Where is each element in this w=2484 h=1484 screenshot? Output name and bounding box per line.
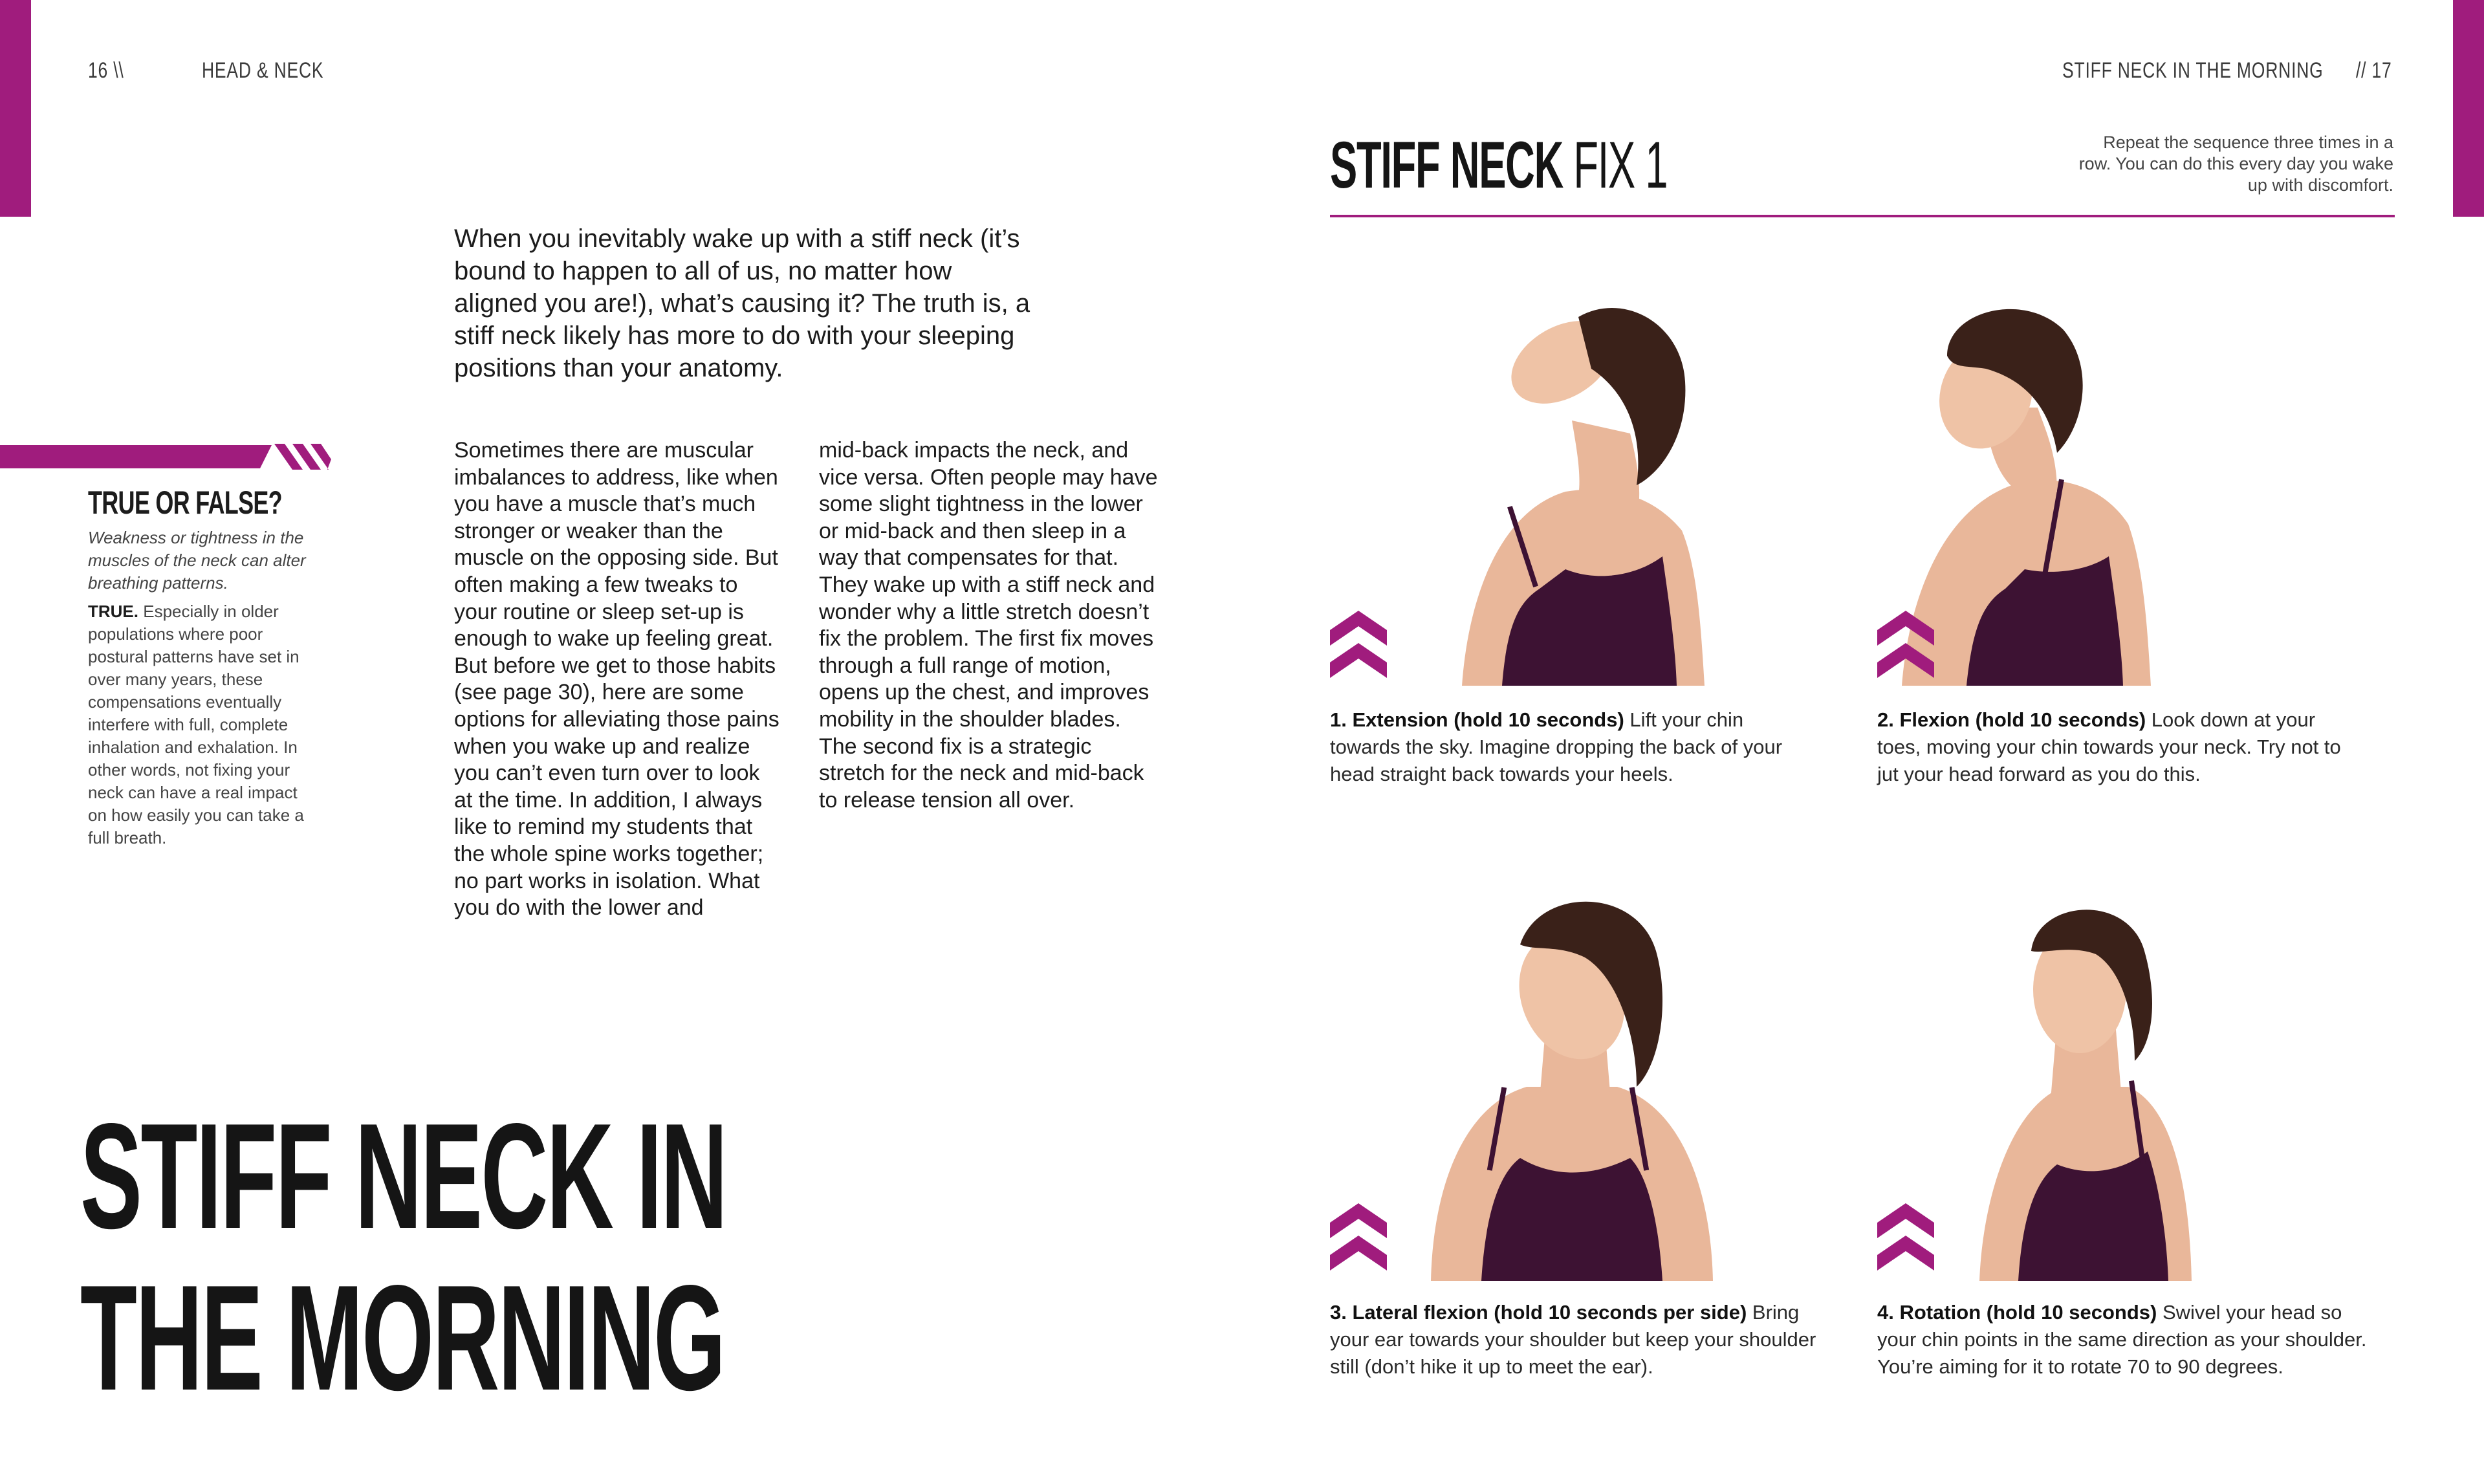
- left-folio: 16 \\: [88, 58, 124, 83]
- chevron-up-icon: [1330, 611, 1387, 688]
- body-column-1: Sometimes there are muscular imbalances to address, like when you have a muscle that’s much stronger or weaker than the muscle on the opposing side. But often making a few tweaks to your routine or sleep set-up is enough to wake up feeling great. But before we get to those habits (see page 30), here are some options for alleviating those pains when you wake up and realize you can’t even turn over to look at the time. In addition, I always like to remind my students that the whole spine works together; no part works in isolation. What you do with the lower and: [454, 438, 779, 921]
- step-1-caption: [1330, 706, 1809, 788]
- chapter-title-line-1: STIFF NECK IN: [80, 1093, 726, 1260]
- right-section-head: STIFF NECK IN THE MORNING: [2062, 58, 2324, 83]
- right-folio: // 17: [2356, 58, 2392, 83]
- step-3-text: Bring your ear towards your shoulder but keep your shoulder still (don’t hike it up to meet the ear).: [1330, 1301, 1816, 1378]
- step-3-caption: [1330, 1299, 1822, 1380]
- photo-extension: [1443, 298, 1714, 686]
- fix-title-light: FIX 1: [1563, 128, 1668, 202]
- step-2-label: 2. Flexion (hold 10 seconds): [1877, 708, 2146, 731]
- fix-title: [1330, 129, 1667, 201]
- photo-lateral-flexion: [1423, 893, 1721, 1281]
- left-section-head: HEAD & NECK: [202, 58, 324, 83]
- fix-title-bold: STIFF NECK: [1330, 128, 1563, 202]
- right-edge-bar: [2453, 0, 2484, 217]
- step-2-text: Look down at your toes, moving your chin towards your neck. Try not to jut your head forward as you do this.: [1877, 708, 2341, 785]
- sidebar-stripe-bar: [0, 441, 336, 471]
- sidebar-question: Weakness or tightness in the muscles of the neck can alter breathing patterns.: [88, 528, 306, 593]
- step-1-label: 1. Extension (hold 10 seconds): [1330, 708, 1624, 731]
- sidebar-answer-label: TRUE.: [88, 602, 138, 621]
- step-4-text: Swivel your head so your chin points in the same direction as your shoulder. You’re aiming for it to rotate 70 to 90 degrees.: [1877, 1301, 2367, 1378]
- photo-rotation: [1966, 893, 2199, 1281]
- body-column-2: mid-back impacts the neck, and vice versa. Often people may have some slight tightness in the lower or mid-back and then sleep in a way that compensates for that. They wake up with a stiff neck and wonder why a little stretch doesn’t fix the problem. The first fix moves through a full range of motion, opens up the chest, and improves mobility in the shoulder blades. The second fix is a strategic stretch for the neck and mid-back to release tension all over.: [819, 438, 1158, 813]
- step-3-label: 3. Lateral flexion (hold 10 seconds per side): [1330, 1301, 1747, 1324]
- sidebar-answer-text: Especially in older populations where poor postural patterns have set in over many years, these compensations eventually interfere with full, complete inhalation and exhalation. In other words, not fixing your neck can have a real impact on how easily you can take a full breath.: [88, 602, 304, 847]
- step-1-text: Lift your chin towards the sky. Imagine dropping the back of your head straight back towards your heels.: [1330, 708, 1783, 785]
- step-4-label: 4. Rotation (hold 10 seconds): [1877, 1301, 2157, 1324]
- fix-title-rule: [1330, 215, 2395, 217]
- chevron-up-icon: [1877, 611, 1934, 688]
- left-edge-bar: [0, 0, 31, 217]
- chapter-title-line-2: THE MORNING: [80, 1254, 724, 1422]
- step-2-caption: [1877, 706, 2356, 788]
- sidebar-answer: [88, 600, 314, 849]
- step-4-caption: [1877, 1299, 2382, 1380]
- chevron-up-icon: [1877, 1203, 1934, 1281]
- intro-paragraph: When you inevitably wake up with a stiff neck (it’s bound to happen to all of us, no matter how aligned you are!), what’s causing it? The truth is, a stiff neck likely has more to do with your sleeping positions than your anatomy.: [454, 224, 1030, 382]
- repeat-note: Repeat the sequence three times in a row. You can do this every day you wake up with discomfort.: [2078, 133, 2393, 195]
- sidebar-title: TRUE OR FALSE?: [88, 485, 282, 521]
- chevron-up-icon: [1330, 1203, 1387, 1281]
